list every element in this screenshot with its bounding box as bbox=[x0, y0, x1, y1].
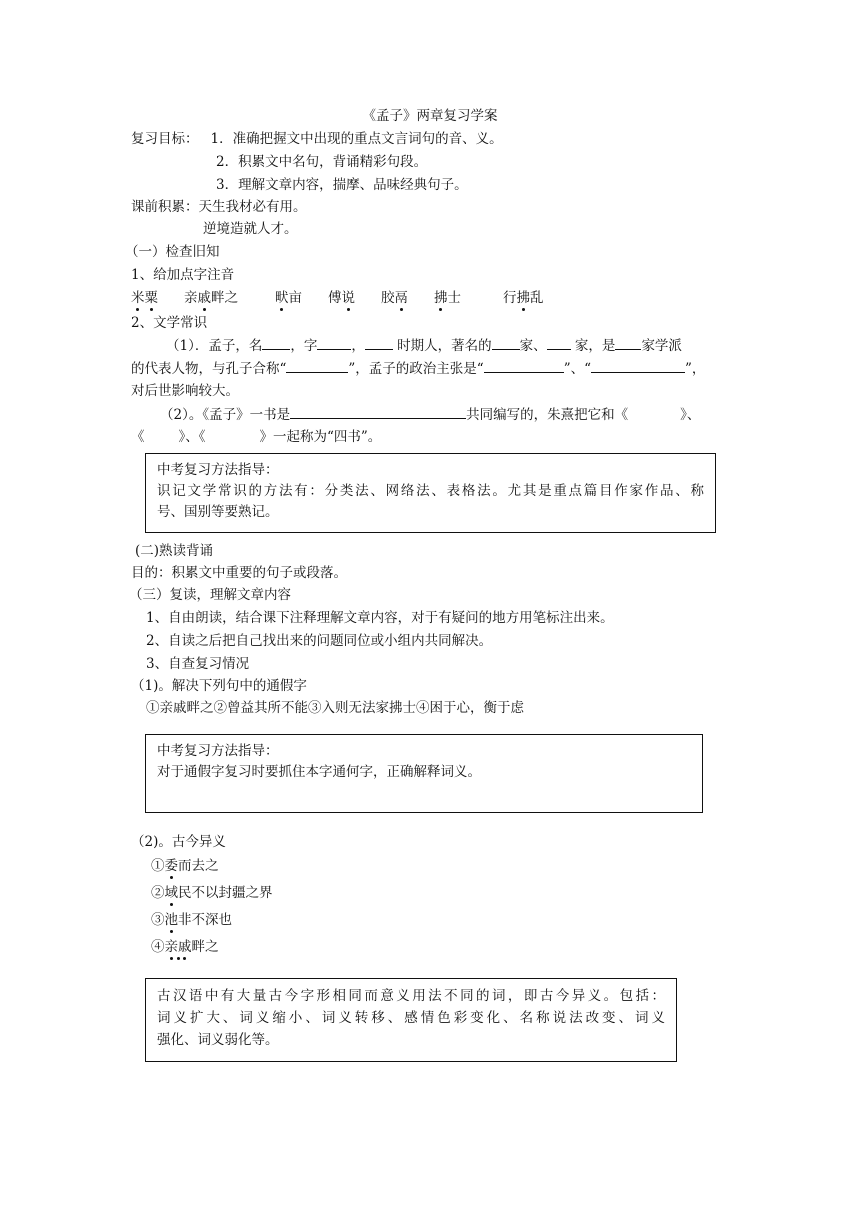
gujin-item-4-dotted: 亲戚 bbox=[164, 939, 192, 955]
blank-policy-2[interactable] bbox=[591, 359, 685, 373]
tip-1-line-1: 识记文学常识的方法有：分类法、网络法、表格法。尤其是重点篇目作家作品、称 bbox=[157, 483, 704, 499]
page-title: 《孟子》两章复习学案 bbox=[362, 108, 498, 124]
lit-1-text-j: ”、“ bbox=[563, 361, 592, 377]
tip-3-line-3: 强化、词义弱化等。 bbox=[157, 1032, 279, 1048]
tip-3-line-1: 古汉语中有大量古今字形相同而意义用法不同的词，即古今异义。包括： bbox=[157, 988, 665, 1004]
lit-1-text-i: ”，孟子的政治主张是“ bbox=[348, 361, 484, 377]
tip-3-line-2: 词义扩大、词义缩小、词义转移、感情色彩变化、名称说法改变、词义 bbox=[157, 1010, 665, 1026]
lit-2-text-d: 《 bbox=[131, 429, 145, 445]
lit-1-text-c: ， bbox=[351, 338, 365, 354]
lit-2-text-f: 》一起称为“四书”。 bbox=[259, 429, 382, 445]
pinyin-word-7: 行拂乱 bbox=[503, 290, 544, 306]
lit-2-text-e: 》、《 bbox=[178, 429, 206, 445]
tip-2-heading: 中考复习方法指导： bbox=[157, 743, 279, 759]
question-2: 2、文学常识 bbox=[131, 315, 208, 331]
goal-item-2: 2．积累文中名句，背诵精彩句段。 bbox=[216, 154, 428, 170]
tip-2-line-1: 对于通假字复习时要抓住本字通何字，正确解释词义。 bbox=[157, 764, 481, 780]
lit-1-text-f: 家，是 bbox=[570, 338, 616, 354]
gujin-item-1: ①委而去之 bbox=[151, 858, 219, 874]
preclass-line-1: 天生我材必有用。 bbox=[198, 199, 307, 215]
sub-question-1: （1)。解决下列句中的通假字 bbox=[131, 678, 307, 694]
goals-row-1 bbox=[131, 130, 503, 148]
step-1: 1、自由朗读，结合课下注释理解文章内容，对于有疑问的地方用笔标注出来。 bbox=[146, 610, 614, 626]
tip-box-tongjiazi bbox=[145, 734, 703, 813]
tip-box-gujinyiyi bbox=[145, 978, 677, 1062]
pinyin-word-2: 亲戚畔之 bbox=[184, 290, 238, 306]
question-1: 1、给加点字注音 bbox=[131, 267, 235, 283]
preclass-line-2: 逆境造就人才。 bbox=[203, 221, 298, 237]
blank-joint-name[interactable] bbox=[286, 359, 348, 373]
step-2: 2、自读之后把自己找出来的问题同位或小组内共同解决。 bbox=[146, 633, 493, 649]
preclass-row-1 bbox=[131, 198, 307, 216]
preclass-label: 课前积累： bbox=[131, 199, 199, 215]
lit-2-line-2 bbox=[131, 428, 381, 446]
lit-2-text-a: （2）。《孟子》一书是 bbox=[160, 407, 291, 423]
lit-2-text-b: 共同编写的，朱熹把它和《 bbox=[466, 407, 629, 423]
blank-role-2[interactable] bbox=[547, 336, 571, 350]
pinyin-word-5: 胶鬲 bbox=[381, 290, 408, 306]
pinyin-word-6: 拂士 bbox=[434, 290, 461, 306]
section-2-goal: 目的：积累文中重要的句子或段落。 bbox=[131, 565, 347, 581]
lit-1-text-a: （1）．孟子，名 bbox=[166, 338, 263, 354]
tip-1-heading: 中考复习方法指导： bbox=[157, 462, 279, 478]
blank-role-1[interactable] bbox=[492, 336, 520, 350]
blank-era[interactable] bbox=[365, 336, 393, 350]
blank-policy-1[interactable] bbox=[484, 359, 564, 373]
tip-box-literature bbox=[145, 453, 716, 533]
sub-question-2: （2)。古今异义 bbox=[131, 834, 226, 850]
lit-1-line-2 bbox=[131, 359, 705, 378]
lit-2-line-1 bbox=[160, 405, 700, 424]
section-3-heading: （三）复读，理解文章内容 bbox=[129, 587, 291, 603]
blank-name[interactable] bbox=[262, 336, 290, 350]
lit-1-line-1 bbox=[166, 336, 682, 355]
step-3: 3、自查复习情况 bbox=[146, 656, 250, 672]
lit-1-text-b: ，字 bbox=[290, 338, 318, 354]
lit-1-text-g: 家学派 bbox=[641, 338, 682, 354]
lit-1-text-h: 的代表人物，与孔子合称“ bbox=[131, 361, 287, 377]
blank-school[interactable] bbox=[615, 336, 641, 350]
pinyin-word-4: 傅说 bbox=[328, 290, 355, 306]
pinyin-word-3: 畎亩 bbox=[275, 290, 302, 306]
sub-question-1-items: ①亲戚畔之②曾益其所不能③入则无法家拂士④困于心，衡于虑 bbox=[146, 700, 524, 716]
goals-label: 复习目标： bbox=[131, 131, 199, 147]
gujin-item-2: ②域民不以封疆之界 bbox=[151, 885, 273, 901]
goal-item-3: 3．理解文章内容，揣摩、品味经典句子。 bbox=[216, 177, 468, 193]
gujin-item-4: ④亲戚畔之 bbox=[151, 939, 219, 955]
blank-authors[interactable] bbox=[290, 405, 466, 419]
pinyin-word-1: 米粟 bbox=[131, 290, 158, 306]
section-1-heading: （一）检查旧知 bbox=[125, 244, 220, 260]
section-2-heading: (二)熟读背诵 bbox=[135, 543, 214, 559]
blank-zi[interactable] bbox=[317, 336, 351, 350]
lit-1-line-3: 对后世影响较大。 bbox=[131, 383, 239, 399]
lit-1-text-d: 时期人，著名的 bbox=[392, 338, 492, 354]
tip-1-line-2: 号、国别等要熟记。 bbox=[157, 504, 279, 520]
gujin-item-3: ③池非不深也 bbox=[151, 912, 232, 928]
lit-1-text-e: 家、 bbox=[519, 338, 547, 354]
goal-item-1: 1．准确把握文中出现的重点文言词句的音、义。 bbox=[210, 131, 503, 147]
lit-1-text-k: ”， bbox=[685, 361, 706, 377]
lit-2-text-c: 》、 bbox=[680, 407, 701, 423]
